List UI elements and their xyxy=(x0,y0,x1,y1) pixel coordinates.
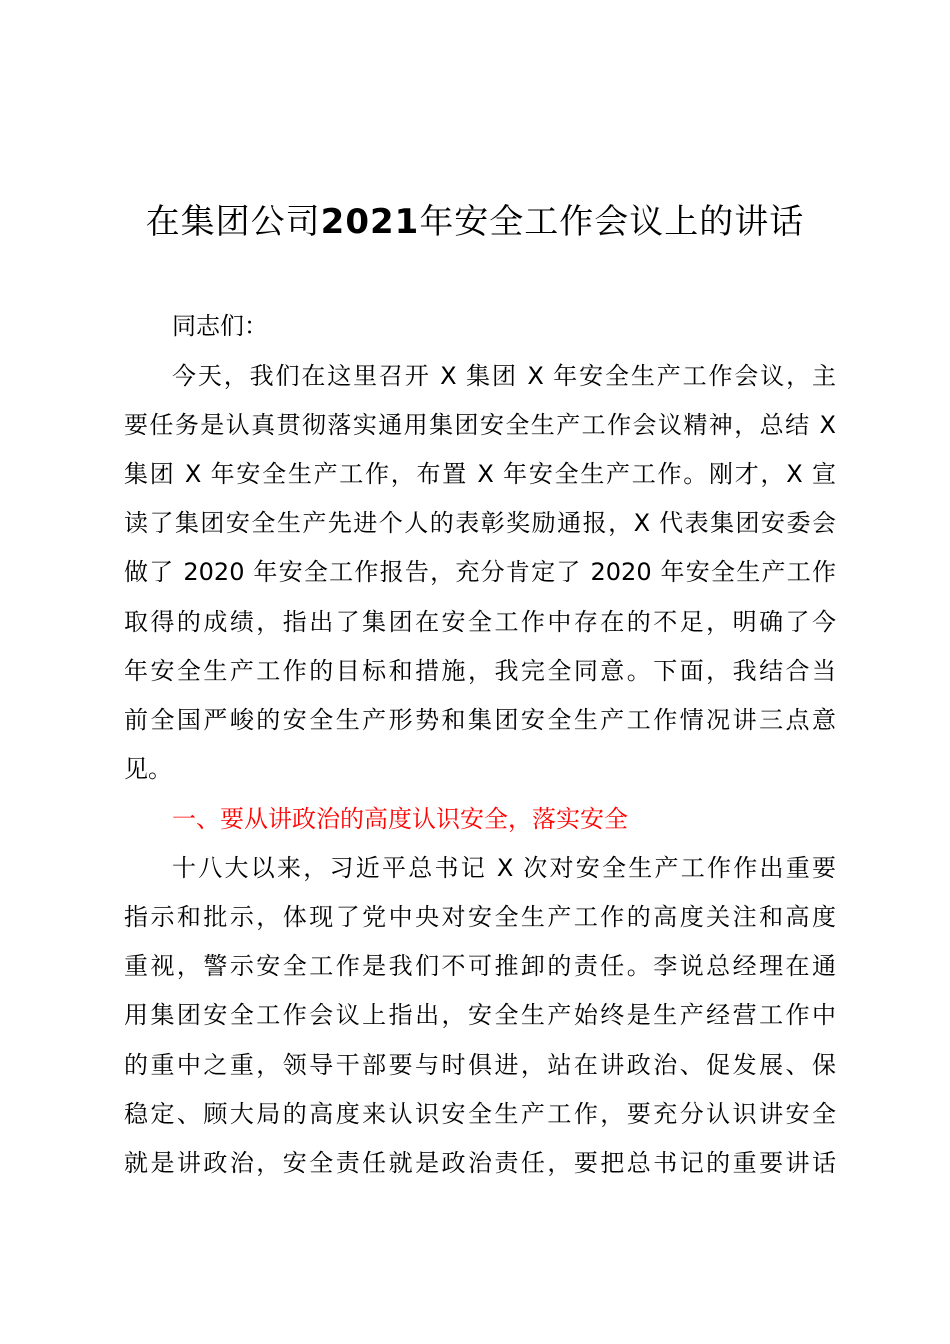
paragraph-1-line: 做了 2020 年安全工作报告，充分肯定了 2020 年安全生产工作 xyxy=(124,558,836,586)
paragraph-1-line: 见。 xyxy=(124,755,172,783)
title-prefix: 在集团公司 xyxy=(145,202,321,242)
paragraph-2-line: 用集团安全工作会议上指出，安全生产始终是生产经营工作中 xyxy=(124,1001,836,1029)
paragraph-1-line: 前全国严峻的安全生产形势和集团安全生产工作情况讲三点意 xyxy=(124,706,836,734)
section-1-heading: 一、要从讲政治的高度认识安全，落实安全 xyxy=(172,805,628,833)
paragraph-1-line: 读了集团安全生产先进个人的表彰奖励通报，X 代表集团安委会 xyxy=(124,509,836,537)
paragraph-2-line: 指示和批示，体现了党中央对安全生产工作的高度关注和高度 xyxy=(124,903,836,931)
paragraph-1-line: 年安全生产工作的目标和措施，我完全同意。下面，我结合当 xyxy=(124,657,836,685)
paragraph-2-line: 的重中之重，领导干部要与时俱进，站在讲政治、促发展、保 xyxy=(124,1051,836,1079)
paragraph-2-line: 稳定、顾大局的高度来认识安全生产工作，要充分认识讲安全 xyxy=(124,1100,836,1128)
paragraph-1-line: 今天，我们在这里召开 X 集团 X 年安全生产工作会议，主 xyxy=(172,362,836,390)
paragraph-1-line: 取得的成绩，指出了集团在安全工作中存在的不足，明确了今 xyxy=(124,608,836,636)
title-suffix: 年安全工作会议上的讲话 xyxy=(419,202,805,242)
paragraph-2-line: 十八大以来，习近平总书记 X 次对安全生产工作作出重要 xyxy=(172,854,836,882)
paragraph-2-line: 重视，警示安全工作是我们不可推卸的责任。李说总经理在通 xyxy=(124,952,836,980)
title-year: 2021 xyxy=(320,202,420,242)
paragraph-1-line: 要任务是认真贯彻落实通用集团安全生产工作会议精神，总结 X xyxy=(124,411,836,439)
salutation: 同志们： xyxy=(172,312,268,340)
paragraph-2-line: 就是讲政治，安全责任就是政治责任，要把总书记的重要讲话 xyxy=(124,1149,836,1177)
paragraph-1-line: 集团 X 年安全生产工作，布置 X 年安全生产工作。刚才，X 宣 xyxy=(124,460,836,488)
document-title xyxy=(0,198,950,246)
